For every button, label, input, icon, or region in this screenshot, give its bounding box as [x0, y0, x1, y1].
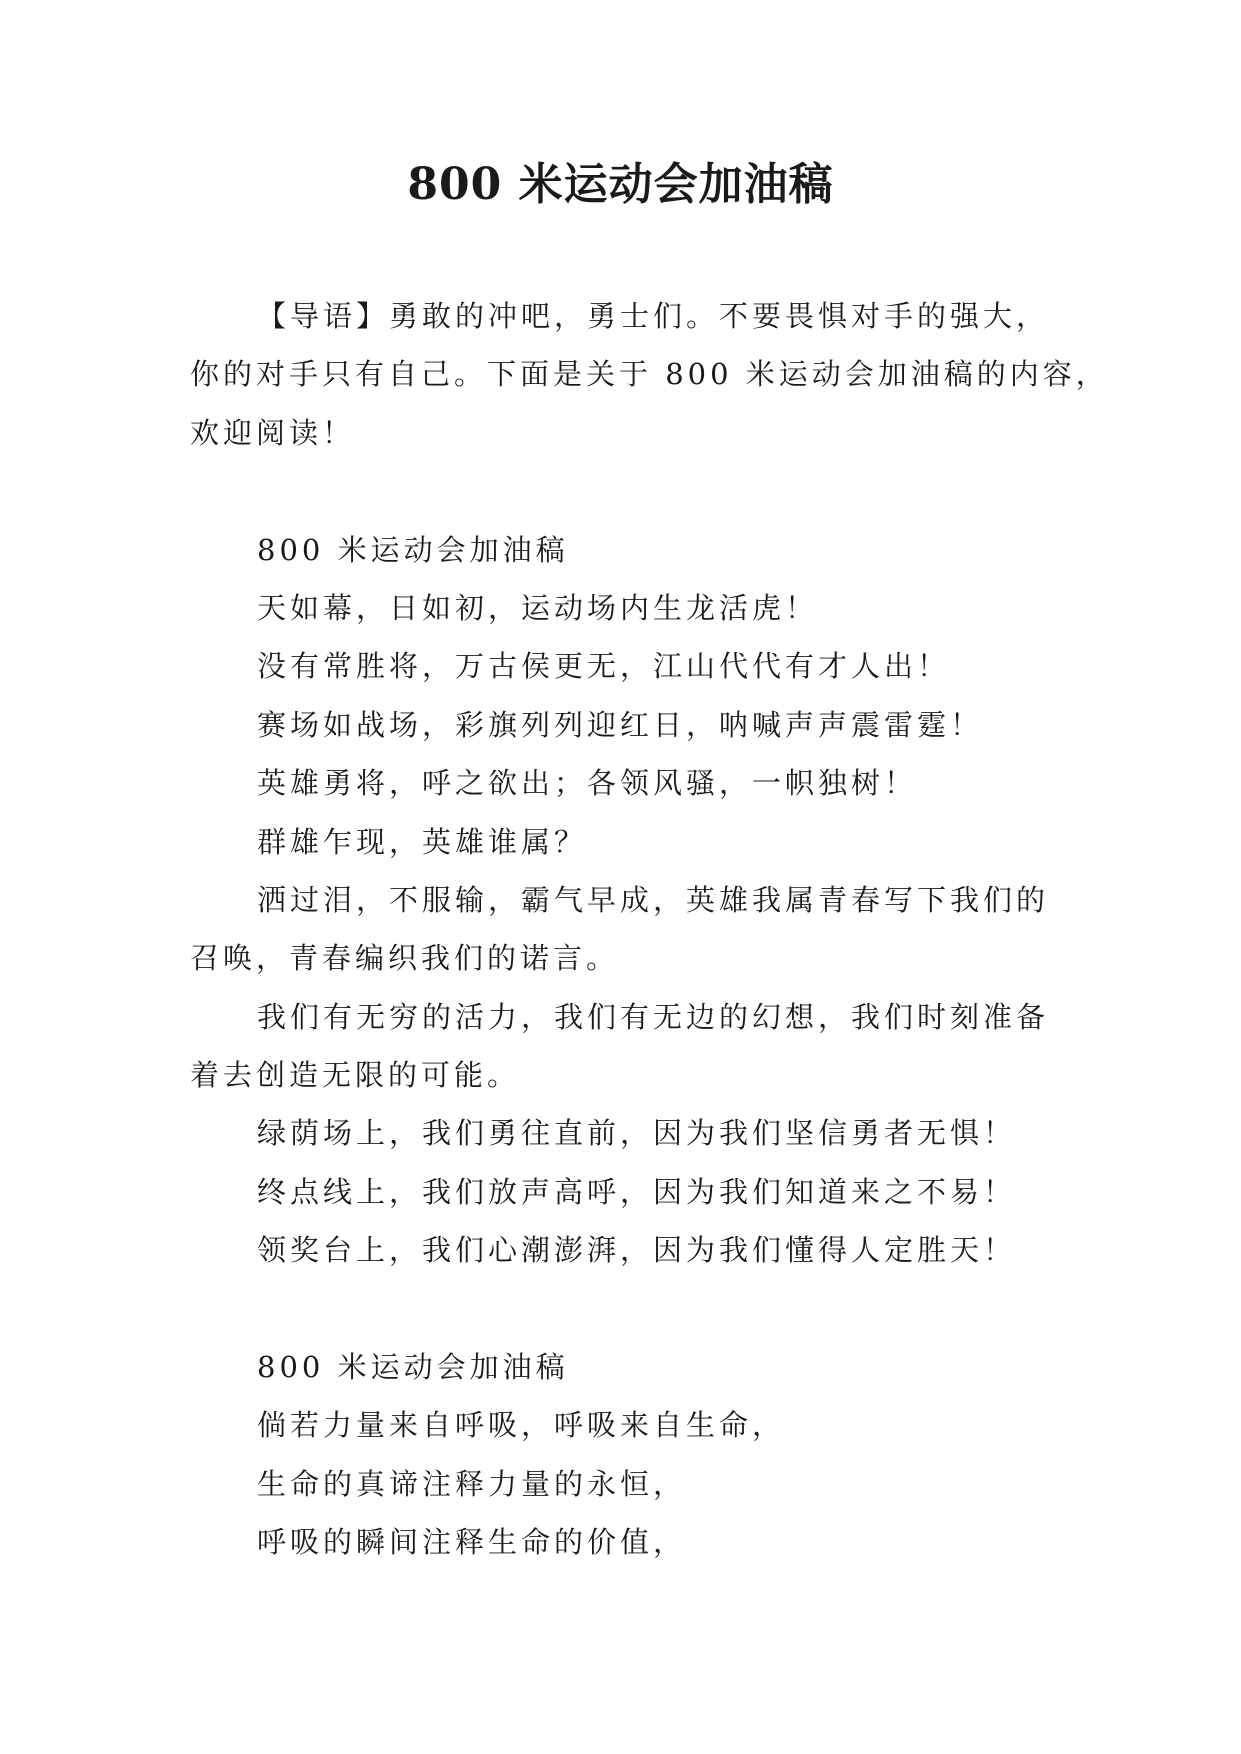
intro-line: 你的对手只有自己。下面是关于 800 米运动会加油稿的内容， [190, 357, 1109, 392]
verse-line: 倘若力量来自呼吸，呼吸来自生命， [257, 1408, 786, 1443]
verse-line: 赛场如战场，彩旗列列迎红日，呐喊声声震雷霆！ [257, 707, 984, 742]
verse-line: 我们有无穷的活力，我们有无边的幻想，我们时刻准备 [257, 999, 1050, 1034]
document-title: 800 米运动会加油稿 [407, 159, 834, 210]
document-body [190, 287, 1150, 1572]
verse-line: 终点线上，我们放声高呼，因为我们知道来之不易！ [257, 1174, 1017, 1209]
verse-line: 洒过泪，不服输，霸气早成，英雄我属青春写下我们的 [257, 882, 1050, 917]
section-heading: 800 米运动会加油稿 [257, 532, 569, 567]
verse-line: 绿荫场上，我们勇往直前，因为我们坚信勇者无惧！ [257, 1116, 1017, 1151]
verse-line: 领奖台上，我们心潮澎湃，因为我们懂得人定胜天！ [257, 1233, 1017, 1268]
intro-line: 【导语】勇敢的冲吧，勇士们。不要畏惧对手的强大， [257, 299, 1050, 333]
blank-line [190, 1280, 1150, 1338]
section-1 [190, 521, 1150, 1280]
section-2 [190, 1338, 1150, 1572]
verse-line: 没有常胜将，万古侯更无，江山代代有才人出！ [257, 649, 951, 684]
verse-line: 生命的真谛注释力量的永恒， [257, 1466, 687, 1501]
verse-line: 英雄勇将，呼之欲出；各领风骚，一帜独树！ [257, 766, 918, 801]
intro-line: 欢迎阅读！ [190, 415, 356, 450]
verse-line: 群雄乍现，英雄谁属？ [257, 824, 588, 859]
verse-line: 召唤，青春编织我们的诺言。 [190, 941, 620, 976]
blank-line [190, 462, 1150, 520]
verse-line: 呼吸的瞬间注释生命的价值， [257, 1525, 687, 1560]
verse-line: 着去创造无限的可能。 [190, 1058, 521, 1093]
verse-line: 天如幕，日如初，运动场内生龙活虎！ [257, 590, 819, 625]
intro-paragraph [190, 287, 1150, 462]
section-heading: 800 米运动会加油稿 [257, 1350, 569, 1385]
